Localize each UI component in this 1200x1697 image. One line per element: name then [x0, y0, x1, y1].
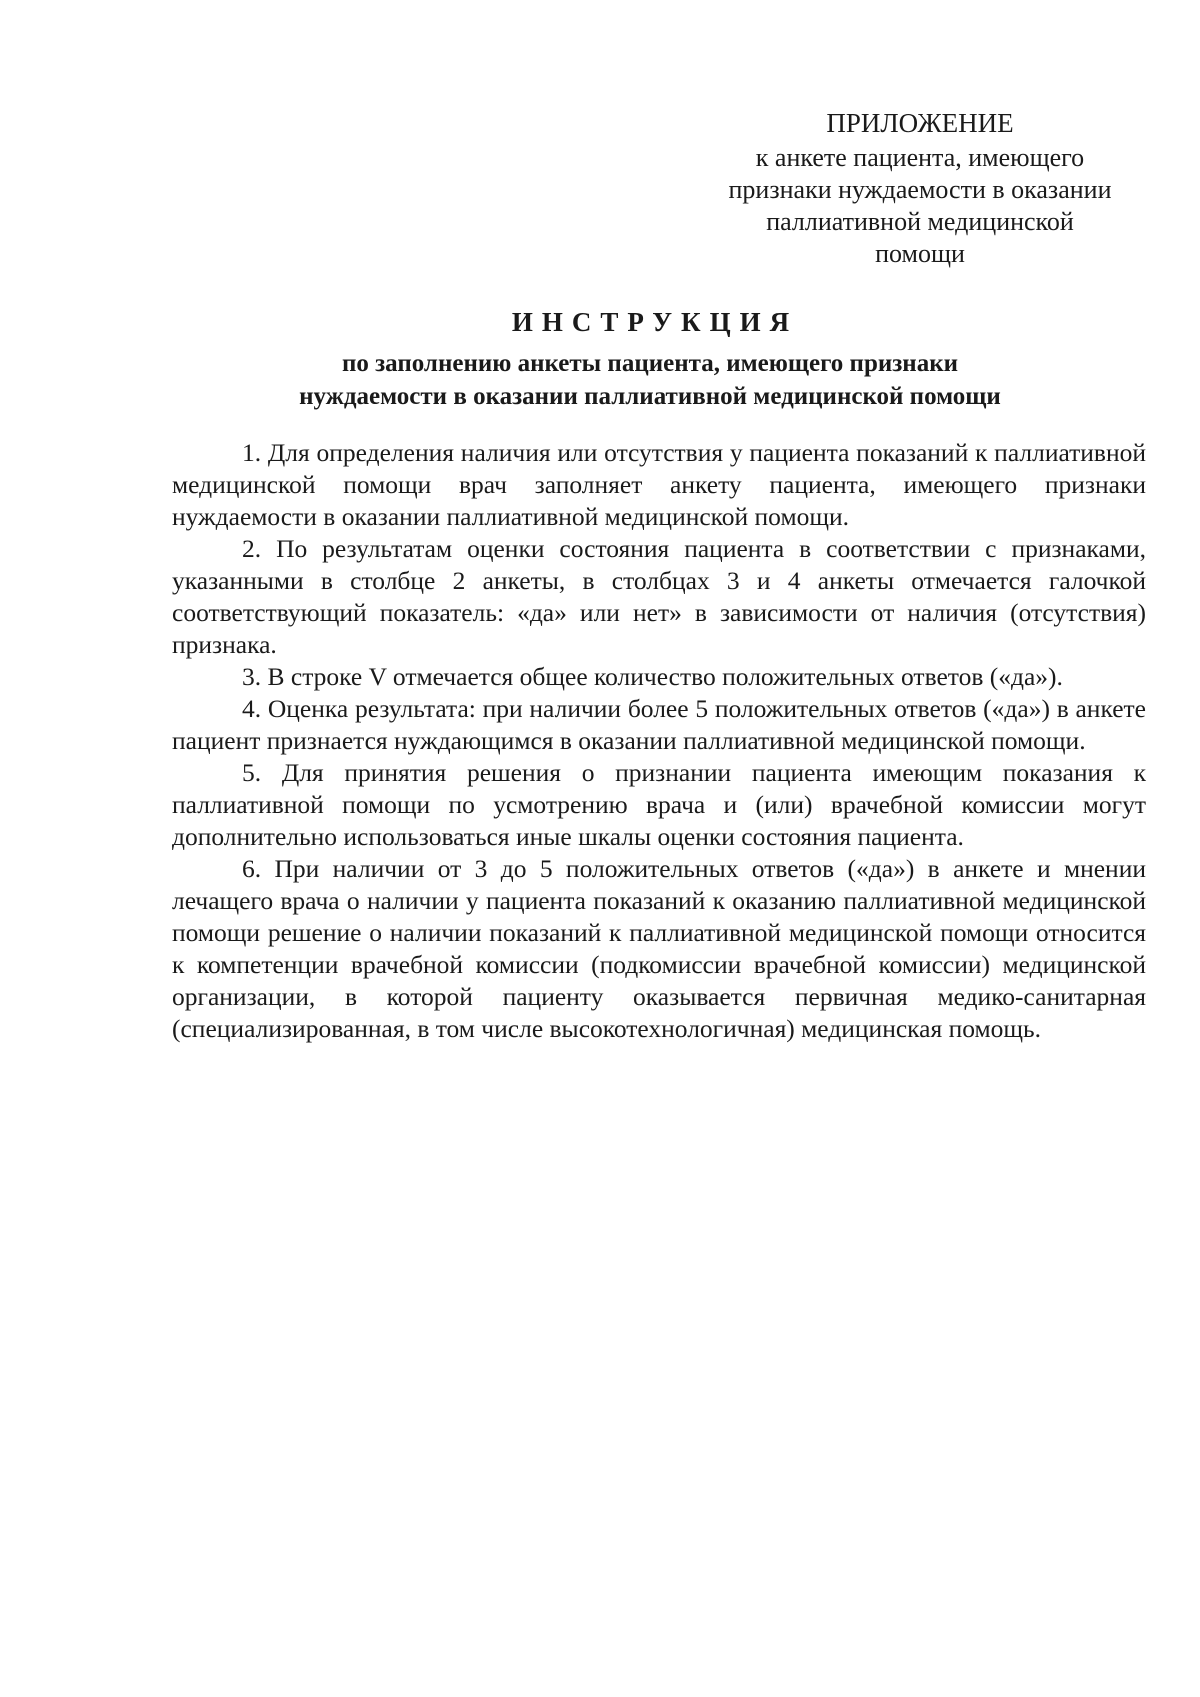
instruction-paragraph-2: 2. По результатам оценки состояния пациента в соответствии с признаками, указанными в столбце 2 анкеты, в столбцах 3 и 4 анкеты отмечается галочкой соответствующий показатель: «да» или нет» в зависимости от наличия (отсутствия) признака.	[172, 534, 1146, 659]
document-subtitle	[150, 347, 1150, 413]
appendix-header	[700, 106, 1140, 270]
instruction-body	[172, 437, 1146, 1045]
instruction-paragraph-3: 3. В строке V отмечается общее количество положительных ответов («да»).	[242, 662, 1063, 691]
appendix-line: к анкете пациента, имеющего	[755, 143, 1085, 172]
appendix-line: признаки нуждаемости в оказании	[728, 175, 1112, 204]
subtitle-line: по заполнению анкеты пациента, имеющего признаки	[341, 350, 959, 377]
appendix-title: ПРИЛОЖЕНИЕ	[826, 108, 1014, 138]
instruction-paragraph-4: 4. Оценка результата: при наличии более 5 положительных ответов («да») в анкете пациент признается нуждающимся в оказании паллиативной медицинской помощи.	[172, 694, 1146, 755]
document-title: ИНСТРУКЦИЯ	[511, 307, 799, 337]
instruction-paragraph-6: 6. При наличии от 3 до 5 положительных ответов («да») в анкете и мнении лечащего врача о наличии у пациента показаний к оказанию паллиативной медицинской помощи решение о наличии показаний к паллиативной медицинской помощи относится к компетенции врачебной комиссии (подкомиссии врачебной комиссии) медицинской организации, в которой пациенту оказывается первичная медико-санитарная (специализированная, в том числе высокотехнологичная) медицинская помощь.	[172, 854, 1146, 1043]
instruction-paragraph-1: 1. Для определения наличия или отсутствия у пациента показаний к паллиативной медицинской помощи врач заполняет анкету пациента, имеющего признаки нуждаемости в оказании паллиативной медицинской помощи.	[172, 438, 1146, 531]
appendix-line: паллиативной медицинской	[766, 207, 1074, 236]
subtitle-line: нуждаемости в оказании паллиативной медицинской помощи	[299, 383, 1001, 410]
instruction-paragraph-5: 5. Для принятия решения о признании пациента имеющим показания к паллиативной помощи по усмотрению врача и (или) врачебной комиссии могут дополнительно использоваться иные шкалы оценки состояния пациента.	[172, 758, 1146, 851]
appendix-line: помощи	[875, 239, 965, 268]
